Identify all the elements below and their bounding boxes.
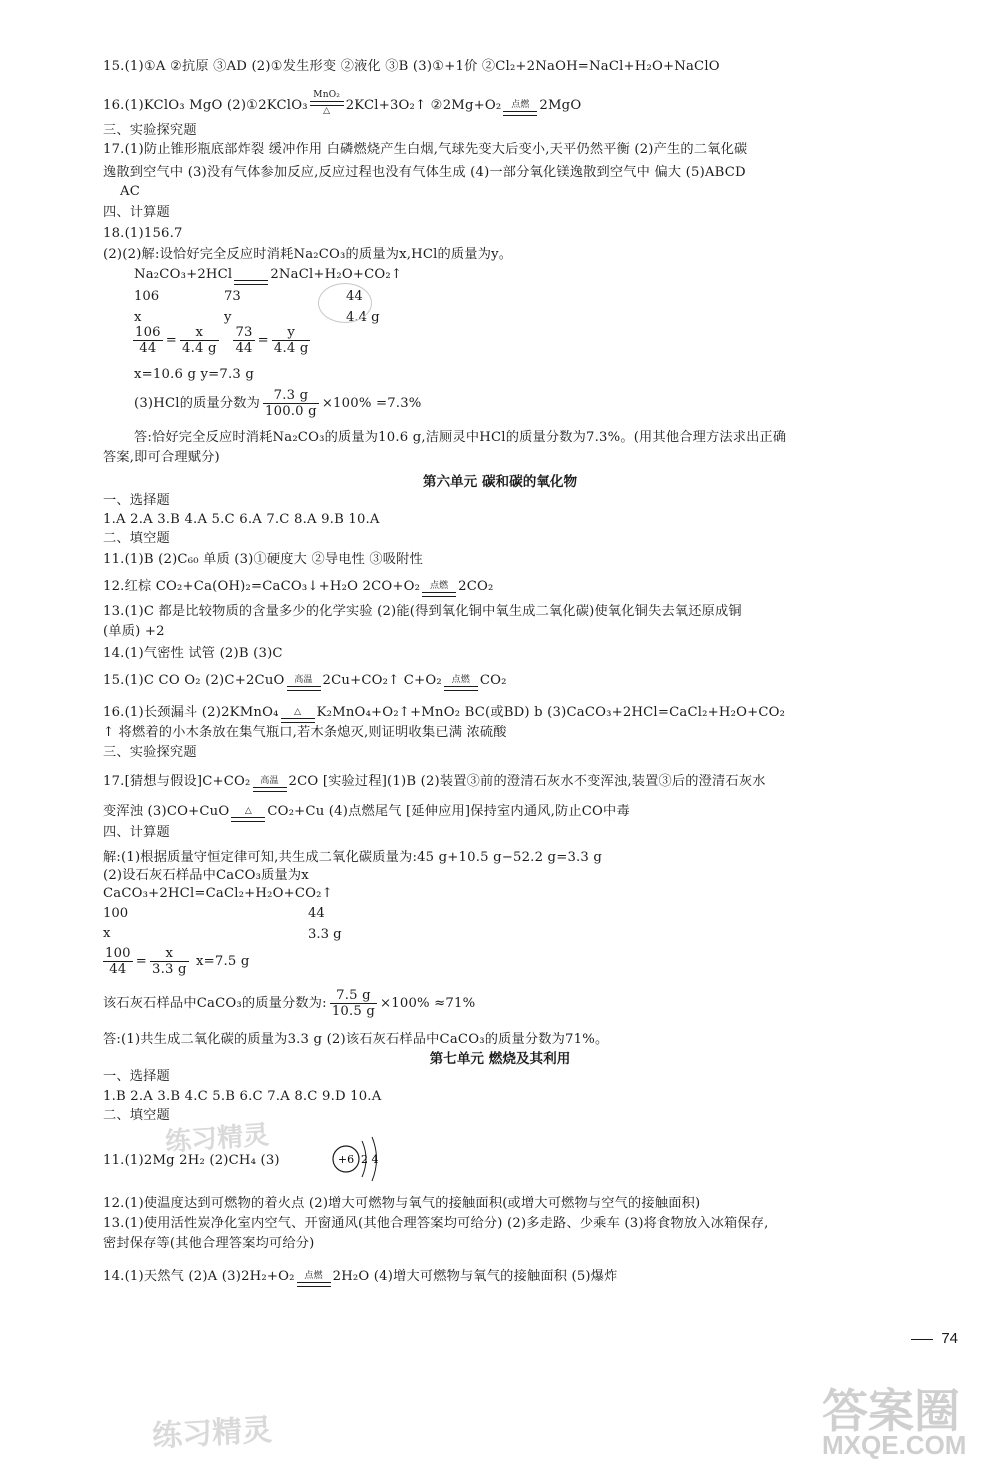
fill-15: 15.(1)C CO O₂ (2)C+2CuO 高温 2Cu+CO₂↑ C+O₂ 点燃 CO₂ <box>103 672 507 690</box>
section-heading: 三、实验探究题 <box>103 123 197 138</box>
fill-11: 11.(1)B (2)C₆₀ 单质 (3)①硬度大 ②导电性 ③吸附性 <box>103 552 423 567</box>
section-heading: 二、填空题 <box>103 1108 170 1123</box>
unit-7-heading: 第七单元 燃烧及其利用 <box>429 1051 571 1067</box>
site-watermark: MXQE.COM <box>822 1430 967 1460</box>
page-number: 74 <box>911 1330 958 1347</box>
mass-100: 100 <box>103 906 129 921</box>
section-heading: 三、实验探究题 <box>103 745 197 760</box>
nucleus-charge: +6 <box>337 1153 355 1166</box>
fill-11-unit7: 11.(1)2Mg 2H₂ (2)CH₄ (3) <box>103 1153 280 1168</box>
caco3-fraction: 该石灰石样品中CaCO₃的质量分数为: $\frac{7.5 g}{10.5 g}$ ×100% ≈71% <box>103 988 476 1019</box>
fill-14-unit7: 14.(1)天然气 (2)A (3)2H₂+O₂ 点燃 2H₂O (4)增大可燃物与氧气的接触面积 (5)爆炸 <box>103 1268 618 1286</box>
proportion-2: $\frac{100}{44}$ = $\frac{x}{3.3 g}$ x=7.5 g <box>105 946 250 977</box>
section-heading: 一、选择题 <box>103 493 170 508</box>
section-heading: 一、选择题 <box>103 1069 170 1084</box>
reaction-condition: MnO₂ △ <box>310 91 344 116</box>
electron-shells: 2 4 <box>361 1153 379 1166</box>
var-y: y <box>224 310 232 325</box>
fill-16: 16.(1)长颈漏斗 (2)2KMnO₄ △ K₂MnO₄+O₂↑+MnO₂ BC(或BD) b (3)CaCO₃+2HCl=CaCl₂+H₂O+CO₂ <box>103 704 785 722</box>
answer-1a: 答:恰好完全反应时消耗Na₂CO₃的质量为10.6 g,洁厕灵中HCl的质量分数为7.3%。(用其他合理方法求出正确 <box>134 430 787 445</box>
choices-unit7: 1.B 2.A 3.B 4.C 5.B 6.C 7.A 8.C 9.D 10.A <box>103 1089 382 1104</box>
equation-1: Na₂CO₃+2HCl 2NaCl+H₂O+CO₂↑ <box>134 266 402 284</box>
var-x2: x <box>103 926 111 941</box>
line-17c: AC <box>120 184 141 199</box>
proportion-1: $\frac{106}{44}$ = $\frac{x}{4.4 g}$ $\frac{73}{44}$ = $\frac{y}{4.4 g}$ <box>135 325 309 356</box>
unit-6-heading: 第六单元 碳和碳的氧化物 <box>422 474 578 490</box>
section-heading: 四、计算题 <box>103 825 170 840</box>
choices-unit6: 1.A 2.A 3.B 4.A 5.C 6.A 7.C 8.A 9.B 10.A <box>103 512 380 527</box>
mass-44: 44 <box>346 289 363 304</box>
line-18: 18.(1)156.7 <box>103 226 183 241</box>
calc-answer: 答:(1)共生成二氧化碳的质量为3.3 g (2)该石灰石样品中CaCO₃的质量分数为71%。 <box>103 1032 609 1047</box>
fill-13a: 13.(1)C 都是比较物质的含量多少的化学实验 (2)能(得到氧化铜中氧生成二氧化碳)使氧化铜失去氧还原成铜 <box>103 604 742 619</box>
line-16: 16.(1)KClO₃ MgO (2)①2KClO₃ MnO₂ △ 2KCl+3O₂↑ ②2Mg+O₂ 点燃 2MgO <box>103 90 582 116</box>
fill-14: 14.(1)气密性 试管 (2)B (3)C <box>103 646 283 661</box>
var-x: x <box>134 310 142 325</box>
mass-106: 106 <box>134 289 160 304</box>
mass-44b: 44 <box>308 906 325 921</box>
watermark: 练习精灵 <box>164 1119 271 1157</box>
explore-17b: 变浑浊 (3)CO+CuO △ CO₂+Cu (4)点燃尾气 [延伸应用]保持室内通风,防止CO中毒 <box>103 803 630 821</box>
faded-stamp <box>318 283 372 323</box>
line-18b: (2)(2)解:设恰好完全反应时消耗Na₂CO₃的质量为x,HCl的质量为y。 <box>103 247 513 262</box>
calc-equation: CaCO₃+2HCl=CaCl₂+H₂O+CO₂↑ <box>103 886 333 901</box>
logo-watermark: 答案圈 <box>822 1385 960 1437</box>
fill-12: 12.红棕 CO₂+Ca(OH)₂=CaCO₃↓+H₂O 2CO+O₂ 点燃 2CO₂ <box>103 578 494 596</box>
result-1: x=10.6 g y=7.3 g <box>134 367 254 382</box>
watermark: 练习精灵 <box>151 1413 273 1454</box>
answer-1b: 答案,即可合理赋分) <box>103 450 220 465</box>
explore-17a: 17.[猜想与假设]C+CO₂ 高温 2CO [实验过程](1)B (2)装置③前的澄清石灰水不变浑浊,装置③后的澄清石灰水 <box>103 773 766 791</box>
hcl-fraction: (3)HCl的质量分数为 $\frac{7.3 g}{100.0 g}$ ×100% =7.3% <box>134 388 422 419</box>
fill-13a-unit7: 13.(1)使用活性炭净化室内空气、开窗通风(其他合理答案均可给分) (2)多走路、少乘车 (3)将食物放入冰箱保存, <box>103 1216 769 1231</box>
fill-13b-unit7: 密封保存等(其他合理答案均可给分) <box>103 1236 315 1251</box>
mass-3-3g: 3.3 g <box>308 927 342 942</box>
line-17a: 17.(1)防止锥形瓶底部炸裂 缓冲作用 白磷燃烧产生白烟,气球先变大后变小,天平仍然平衡 (2)产生的二氧化碳 <box>103 142 748 157</box>
calc-line-2: (2)设石灰石样品中CaCO₃质量为x <box>103 868 309 883</box>
mass-73: 73 <box>224 289 241 304</box>
section-heading: 四、计算题 <box>103 205 170 220</box>
section-heading: 二、填空题 <box>103 531 170 546</box>
line-15: 15.(1)①A ②抗原 ③AD (2)①发生形变 ②液化 ③B (3)①+1价 ②Cl₂+2NaOH=NaCl+H₂O+NaClO <box>103 59 720 74</box>
atom-structure-diagram <box>325 1133 381 1185</box>
mass-4-4g: 4.4 g <box>346 310 380 325</box>
reaction-condition: 点燃 <box>503 101 537 116</box>
fill-12-unit7: 12.(1)使温度达到可燃物的着火点 (2)增大可燃物与氧气的接触面积(或增大可燃物与空气的接触面积) <box>103 1196 701 1211</box>
line-17b: 逸散到空气中 (3)没有气体参加反应,反应过程也没有气体生成 (4)一部分氧化镁逸散到空气中 偏大 (5)ABCD <box>103 165 746 180</box>
fill-16c: ↑ 将燃着的小木条放在集气瓶口,若木条熄灭,则证明收集已满 浓硫酸 <box>103 725 507 740</box>
calc-line-1: 解:(1)根据质量守恒定律可知,共生成二氧化碳质量为:45 g+10.5 g−52.2 g=3.3 g <box>103 850 603 865</box>
fill-13b: (单质) +2 <box>103 624 165 639</box>
